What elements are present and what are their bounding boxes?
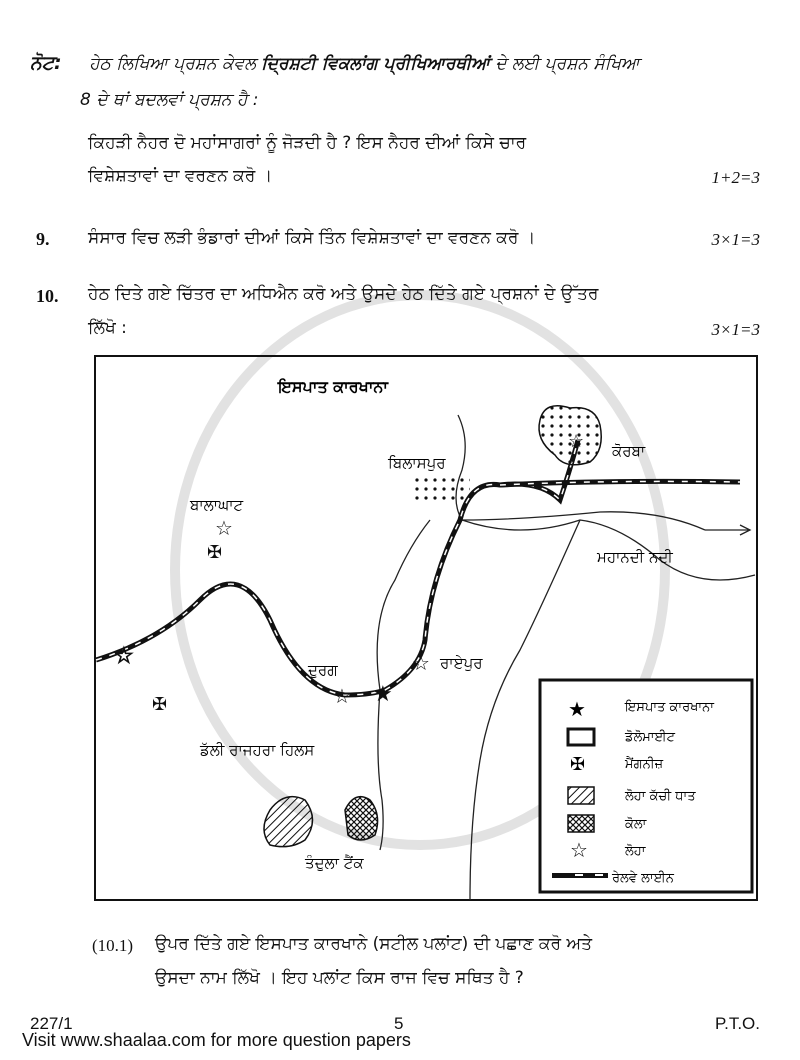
paper-code: 227/1 — [30, 1014, 73, 1033]
label-durg: ਦੁਰਗ — [308, 661, 338, 679]
q10-1-number: (10.1) — [92, 936, 134, 955]
q9-number: 9. — [36, 229, 50, 249]
iron-star-icon: ☆ — [114, 644, 134, 669]
note-bold-text: ਦ੍ਰਿਸ਼ਟੀ ਵਿਕਲਾਂਗ ਪ੍ਰੀਖਿਆਰਥੀਆਂ — [261, 54, 490, 74]
svg-text:★: ★ — [568, 697, 586, 721]
label-dalli-rajhara: ਡੱਲੀ ਰਾਜਹਰਾ ਹਿਲਸ — [200, 741, 315, 759]
alt-question-marks: 1+2=3 — [711, 168, 760, 187]
label-bilaspur: ਬਿਲਾਸਪੁਰ — [388, 454, 446, 472]
q10-number: 10. — [36, 286, 59, 306]
iron-star-icon: ☆ — [215, 516, 233, 540]
q10-line-2: ਲਿੱਖੋ : — [88, 318, 127, 338]
q10-line-1: ਹੇਠ ਦਿਤੇ ਗਏ ਚਿੱਤਰ ਦਾ ਅਧਿਐਨ ਕਰੋ ਅਤੇ ਉਸਦੇ ਹੇਠ ਦਿੱਤੇ ਗਏ ਪ੍ਰਸ਼ਨਾਂ ਦੇ ਉੱਤਰ — [88, 284, 599, 304]
svg-text:✠: ✠ — [570, 754, 586, 775]
bilaspur-dolomite — [415, 478, 470, 504]
alt-question-line-2: ਵਿਸ਼ੇਸ਼ਤਾਵਾਂ ਦਾ ਵਰਣਨ ਕਰੋ । — [88, 166, 273, 186]
page-number: 5 — [394, 1014, 404, 1033]
legend-manganese: ਮੈਂਗਨੀਜ਼ — [625, 757, 664, 772]
iron-star-icon: ☆ — [568, 431, 585, 452]
svg-text:☆: ☆ — [570, 838, 588, 862]
legend-steel-plant: ਇਸਪਾਤ ਕਾਰਖਾਨਾ — [625, 700, 714, 715]
manganese-icon: ✠ — [152, 694, 168, 715]
note-line-2: 8 ਦੇ ਥਾਂ ਬਦਲਵਾਂ ਪ੍ਰਸ਼ਨ ਹੈ : — [80, 90, 259, 110]
map-title: ਇਸਪਾਤ ਕਾਰਖਾਨਾ — [278, 377, 388, 396]
label-raipur: ਰਾਏਪੁਰ — [440, 654, 483, 672]
q10-marks: 3×1=3 — [711, 320, 760, 339]
note-label: ਨੋਟ: — [30, 52, 62, 74]
iron-star-icon: ☆ — [412, 651, 430, 675]
coal-area — [345, 797, 378, 840]
q10-1-line-2: ਉਸਦਾ ਨਾਮ ਲਿੱਖੋ । ਇਹ ਪਲਾਂਟ ਕਿਸ ਰਾਜ ਵਿਚ ਸਥਿਤ ਹੈ ? — [155, 968, 524, 988]
alt-question-line-1: ਕਿਹੜੀ ਨੈਹਰ ਦੋ ਮਹਾਂਸਾਗਰਾਂ ਨੂੰ ਜੋੜਦੀ ਹੈ ? ਇਸ ਨੈਹਰ ਦੀਆਂ ਕਿਸੇ ਚਾਰ — [88, 133, 527, 153]
legend-coal: ਕੋਲਾ — [625, 817, 647, 832]
railway-line — [96, 440, 578, 695]
label-mahanadi: ਮਹਾਨਦੀ ਨਦੀ — [597, 548, 673, 566]
q9-marks: 3×1=3 — [711, 230, 760, 249]
legend-dolomite: ਡੋਲੋਮਾਈਟ — [625, 730, 675, 745]
legend-railway: ਰੇਲਵੇ ਲਾਈਨ — [612, 871, 674, 886]
note-text-end: ਦੇ ਲਈ ਪ੍ਰਸ਼ਨ ਸੰਖਿਆ — [495, 54, 640, 74]
label-korba: ਕੋਰਬਾ — [612, 442, 646, 460]
legend-iron: ਲੋਹਾ — [625, 844, 646, 859]
label-tandula: ਤੰਦੁਲਾ ਟੈਂਕ — [305, 854, 364, 872]
iron-star-icon: ☆ — [333, 684, 351, 708]
note-text: ਹੇਠ ਲਿਖਿਆ ਪ੍ਰਸ਼ਨ ਕੇਵਲ — [89, 54, 256, 74]
legend-iron-ore: ਲੋਹਾ ਕੱਚੀ ਧਾਤ — [625, 789, 696, 804]
visit-link[interactable]: Visit www.shaalaa.com for more question papers — [22, 1030, 411, 1050]
q10-1-line-1: ਉਪਰ ਦਿੱਤੇ ਗਏ ਇਸਪਾਤ ਕਾਰਖਾਨੇ (ਸਟੀਲ ਪਲਾਂਟ) ਦੀ ਪਛਾਣ ਕਰੋ ਅਤੇ — [155, 934, 592, 954]
map-legend — [540, 680, 752, 892]
iron-ore-area — [264, 797, 313, 847]
steel-plant-star-icon: ★ — [373, 682, 393, 707]
pto-label: P.T.O. — [714, 1014, 760, 1033]
q9-text: ਸੰਸਾਰ ਵਿਚ ਲੜੀ ਭੰਡਾਰਾਂ ਦੀਆਂ ਕਿਸੇ ਤਿੰਨ ਵਿਸ਼ੇਸ਼ਤਾਵਾਂ ਦਾ ਵਰਣਨ ਕਰੋ । — [88, 228, 536, 248]
label-balaghat: ਬਾਲਾਘਾਟ — [190, 496, 244, 514]
tandula-river — [378, 690, 383, 850]
manganese-icon: ✠ — [207, 542, 223, 563]
